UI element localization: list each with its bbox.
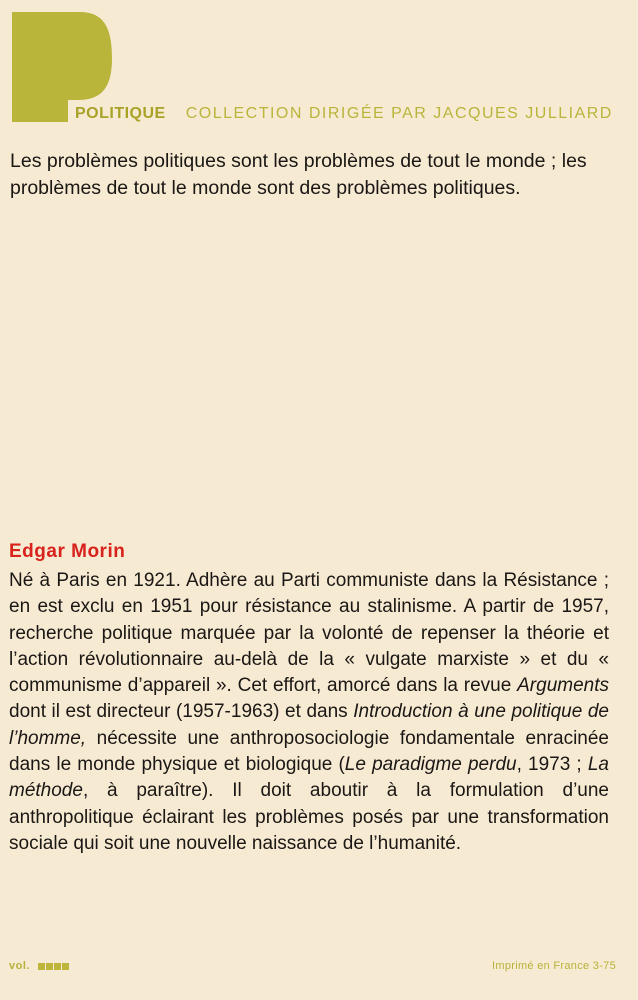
collection-motto: Les problèmes politiques sont les problèmes de tout le monde ; les problèmes de tout le monde sont des problèmes politiques.: [10, 150, 587, 199]
bio-title: La méthode: [9, 754, 609, 802]
author-biography: [9, 568, 609, 857]
bio-text: , à paraître). Il doit aboutir à la formulation d’une anthropolitique éclairant les problèmes posés par une transformation sociale qui soit une nouvelle naissance de l’humanité.: [9, 780, 609, 854]
logo-letter: P: [0, 0, 1, 1]
volume-label: [9, 960, 70, 972]
bio-text: , 1973 ;: [516, 754, 588, 776]
collection-name: POLITIQUE: [75, 105, 166, 122]
vol-text: vol.: [9, 960, 30, 972]
collection-text: COLLECTION DIRIGÉE PAR JACQUES JULLIARD: [185, 105, 613, 122]
volume-squares: [38, 960, 70, 972]
bio-text: Né à Paris en 1921. Adhère au Parti communiste dans la Résistance ; en est exclu en 1951 pour résistance au stalinisme. A partir de 1957, recherche politique marquée par la volonté de repenser la théorie et l’action révolutionnaire au-delà de la « vulgate marxiste » et du « communisme d’appareil ». Cet effort, amorcé dans la revue: [9, 570, 609, 697]
collection-header: [75, 105, 635, 123]
bio-title: Introduction à une politique de l’homme,: [9, 701, 609, 749]
author-name: Edgar Morin: [9, 541, 126, 562]
bio-text: nécessite une anthroposociologie fondamentale enracinée dans le monde physique et biologique (: [9, 727, 609, 776]
bio-text: dont il est directeur (1957-1963) et dans: [9, 701, 354, 723]
printed-in-france: Imprimé en France 3-75: [492, 960, 616, 972]
bio-title: Le paradigme perdu: [344, 754, 517, 776]
bio-title: Arguments: [517, 675, 609, 697]
